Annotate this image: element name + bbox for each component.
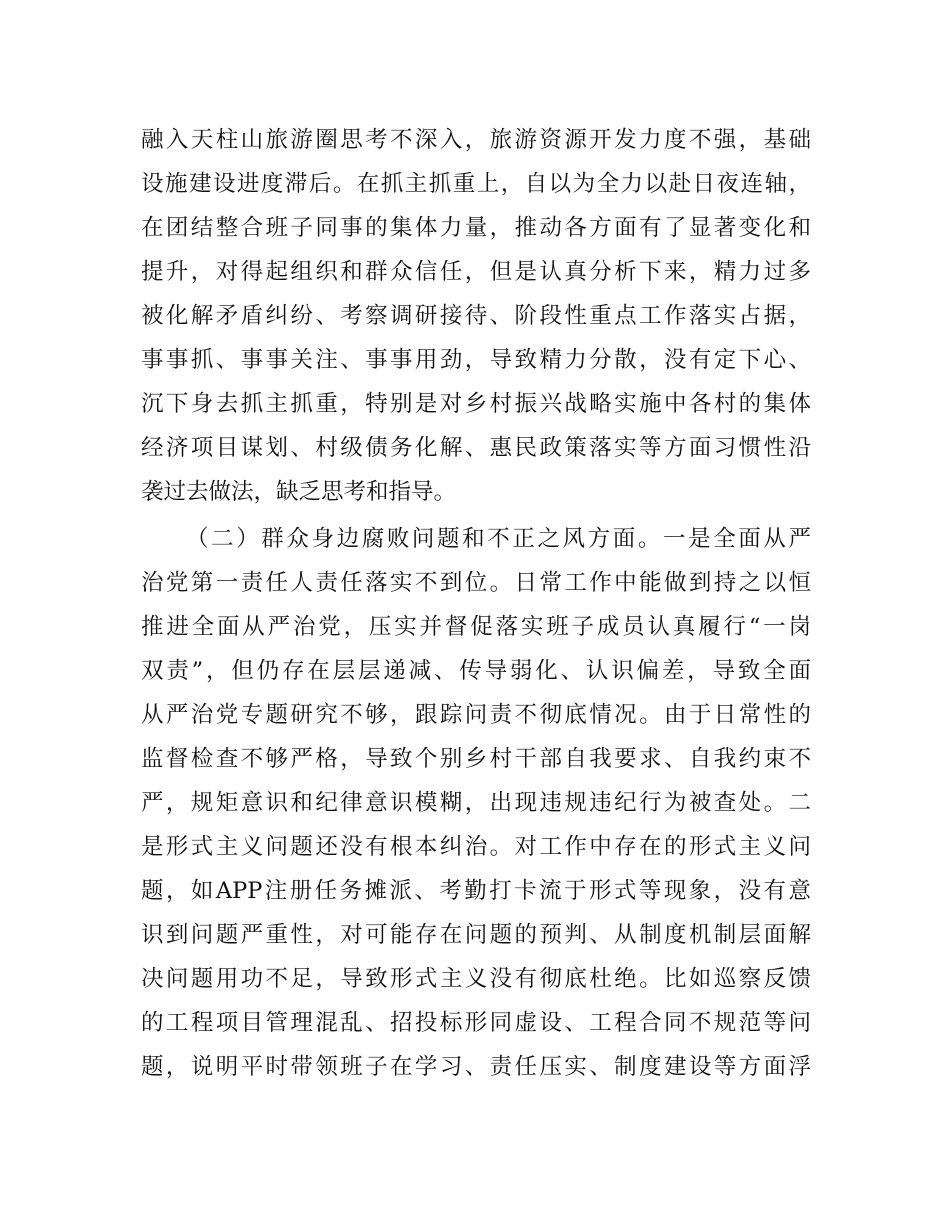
paragraph-2-line-1: （二）群众身边腐败问题和不正之风方面。一是全面从严 bbox=[186, 526, 811, 552]
paragraph-2-line-3: 推进全面从严治党，压实并督促落实班子成员认真履行“一岗 bbox=[141, 614, 811, 640]
paragraph-1-line-7: 沉下身去抓主抓重，特别是对乡村振兴战略实施中各村的集体 bbox=[141, 391, 811, 417]
paragraph-1-line-5: 被化解矛盾纠纷、考察调研接待、阶段性重点工作落实占据， bbox=[141, 303, 811, 329]
paragraph-2-line-2: 治党第一责任人责任落实不到位。日常工作中能做到持之以恒 bbox=[141, 570, 811, 596]
paragraph-1-line-3: 在团结整合班子同事的集体力量，推动各方面有了显著变化和 bbox=[141, 215, 811, 241]
paragraph-2-line-12: 的工程项目管理混乱、招投标形同虚设、工程合同不规范等问 bbox=[141, 1010, 811, 1036]
paragraph-2-line-5: 从严治党专题研究不够，跟踪问责不彻底情况。由于日常性的 bbox=[141, 702, 811, 728]
paragraph-1-line-2: 设施建设进度滞后。在抓主抓重上，自以为全力以赴日夜连轴， bbox=[141, 171, 811, 197]
paragraph-1-line-6: 事事抓、事事关注、事事用劲，导致精力分散，没有定下心、 bbox=[141, 347, 811, 373]
paragraph-1-line-4: 提升，对得起组织和群众信任，但是认真分析下来，精力过多 bbox=[141, 259, 811, 285]
paragraph-2-line-13: 题，说明平时带领班子在学习、责任压实、制度建设等方面浮 bbox=[141, 1054, 811, 1080]
paragraph-2-line-9: 题，如APP注册任务摊派、考勤打卡流于形式等现象，没有意 bbox=[141, 878, 811, 904]
paragraph-2-line-8: 是形式主义问题还没有根本纠治。对工作中存在的形式主义问 bbox=[141, 834, 811, 860]
paragraph-2-line-10: 识到问题严重性，对可能存在问题的预判、从制度机制层面解 bbox=[141, 922, 811, 948]
paragraph-2-line-11: 决问题用功不足，导致形式主义没有彻底杜绝。比如巡察反馈 bbox=[141, 966, 811, 992]
paragraph-2-line-4: 双责”，但仍存在层层递减、传导弱化、认识偏差，导致全面 bbox=[141, 658, 811, 684]
paragraph-1-line-1: 融入天柱山旅游圈思考不深入，旅游资源开发力度不强，基础 bbox=[141, 127, 811, 153]
paragraph-1-line-9: 袭过去做法，缺乏思考和指导。 bbox=[141, 479, 457, 505]
paragraph-1-line-8: 经济项目谋划、村级债务化解、惠民政策落实等方面习惯性沿 bbox=[141, 435, 811, 461]
paragraph-2-line-7: 严，规矩意识和纪律意识模糊，出现违规违纪行为被查处。二 bbox=[141, 790, 811, 816]
paragraph-2-line-6: 监督检查不够严格，导致个别乡村干部自我要求、自我约束不 bbox=[141, 746, 811, 772]
